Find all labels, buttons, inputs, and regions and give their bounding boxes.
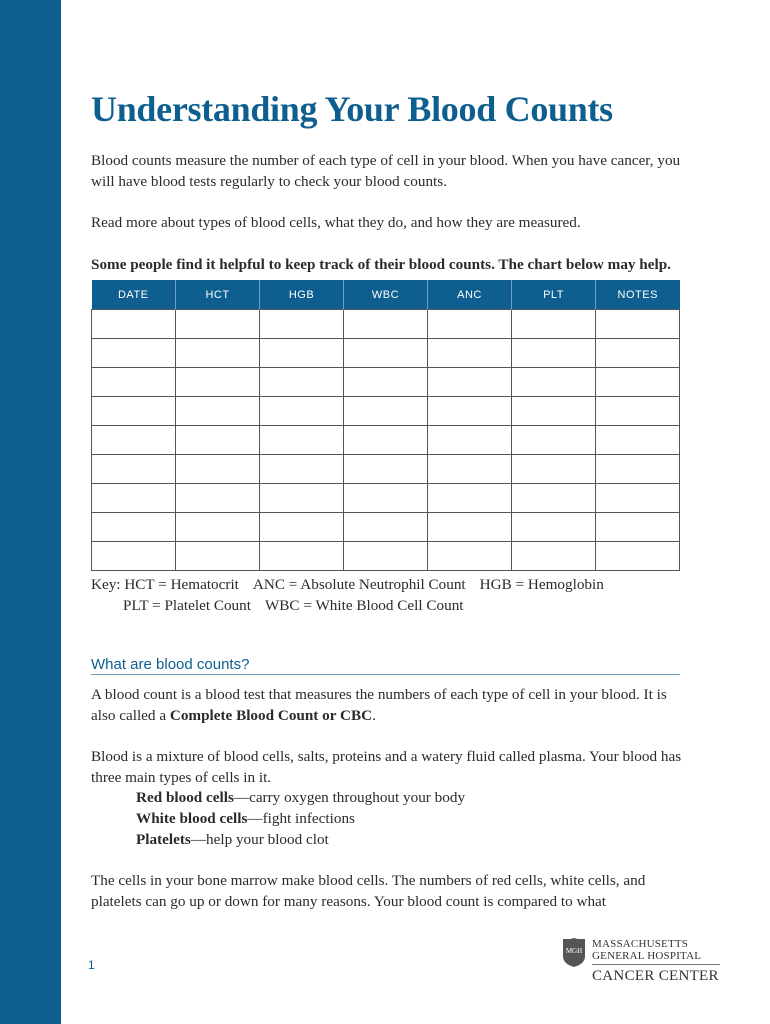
list-term: White blood cells [136,810,248,827]
table-row [92,426,680,455]
header-date: DATE [92,280,176,310]
table-cell[interactable] [344,513,428,542]
hospital-logo [562,938,722,986]
page-number: 1 [88,958,95,972]
table-cell[interactable] [176,310,260,339]
list-term: Platelets [136,831,191,848]
table-cell[interactable] [176,397,260,426]
list-desc: —help your blood clot [190,831,329,848]
table-cell[interactable] [344,339,428,368]
mgh-seal-text: MGH [565,947,583,955]
table-cell[interactable] [344,542,428,571]
list-desc: —carry oxygen throughout your body [233,789,466,806]
table-cell[interactable] [344,397,428,426]
header-hct: HCT [176,280,260,310]
header-hgb: HGB [260,280,344,310]
sidebar-band [0,0,61,1024]
table-row [92,513,680,542]
logo-line-1: MASSACHUSETTS [592,938,689,950]
blood-mixture-paragraph: Blood is a mixture of blood cells, salts, proteins and a watery fluid called plasma. Your blood has three main types of cells in it. [91,748,682,786]
table-cell[interactable] [92,368,176,397]
table-cell[interactable] [260,368,344,397]
table-cell[interactable] [512,484,596,513]
table-cell[interactable] [260,339,344,368]
mgh-shield-icon [562,938,586,968]
chart-intro-paragraph: Some people find it helpful to keep track of their blood counts. The chart below may help. [91,256,671,273]
table-row [92,542,680,571]
logo-line-3: CANCER CENTER [592,968,719,984]
table-cell[interactable] [260,397,344,426]
table-cell[interactable] [596,455,680,484]
page-title: Understanding Your Blood Counts [91,89,613,129]
table-cell[interactable] [92,426,176,455]
tracker-body [92,310,680,571]
table-cell[interactable] [512,368,596,397]
table-cell[interactable] [596,542,680,571]
read-more-paragraph: Read more about types of blood cells, what they do, and how they are measured. [91,214,581,231]
table-cell[interactable] [512,310,596,339]
table-cell[interactable] [428,426,512,455]
header-wbc: WBC [344,280,428,310]
table-cell[interactable] [176,339,260,368]
table-cell[interactable] [512,513,596,542]
intro-paragraph: Blood counts measure the number of each type of cell in your blood. When you have cancer, you will have blood tests regularly to check your blood counts. [91,152,681,190]
table-header-row [92,280,680,310]
header-notes: NOTES [596,280,680,310]
table-cell[interactable] [428,455,512,484]
list-item [136,787,696,808]
cbc-period: . [372,707,376,724]
table-cell[interactable] [596,513,680,542]
key-plt: PLT = Platelet Count [123,597,251,614]
table-cell[interactable] [596,368,680,397]
table-cell[interactable] [596,310,680,339]
table-cell[interactable] [260,484,344,513]
table-cell[interactable] [344,455,428,484]
list-item [136,808,696,829]
table-cell[interactable] [596,397,680,426]
table-cell[interactable] [344,484,428,513]
table-cell[interactable] [176,455,260,484]
table-cell[interactable] [596,426,680,455]
header-plt: PLT [512,280,596,310]
table-cell[interactable] [428,513,512,542]
table-cell[interactable] [176,513,260,542]
cbc-paragraph [91,684,691,726]
table-cell[interactable] [176,368,260,397]
logo-line-2: GENERAL HOSPITAL [592,950,702,962]
table-cell[interactable] [92,542,176,571]
blood-count-tracker-table [91,280,680,571]
table-cell[interactable] [344,310,428,339]
cbc-text: A blood count is a blood test that measures the numbers of each type of cell in your blood. It is also called a [91,686,667,724]
table-cell[interactable] [512,339,596,368]
table-row [92,455,680,484]
list-desc: —fight infections [247,810,355,827]
key-anc: ANC = Absolute Neutrophil Count [252,576,466,593]
header-anc: ANC [428,280,512,310]
table-cell[interactable] [512,397,596,426]
table-row [92,368,680,397]
table-cell[interactable] [512,455,596,484]
table-cell[interactable] [92,513,176,542]
table-cell[interactable] [428,397,512,426]
table-cell[interactable] [92,455,176,484]
table-cell[interactable] [92,397,176,426]
table-cell[interactable] [512,542,596,571]
table-cell[interactable] [260,310,344,339]
key-line-1 [91,574,691,595]
table-cell[interactable] [176,484,260,513]
table-cell[interactable] [92,484,176,513]
section-heading: What are blood counts? [91,656,680,675]
table-row [92,310,680,339]
list-item [136,829,696,850]
list-term: Red blood cells [136,789,234,806]
table-cell[interactable] [344,368,428,397]
table-cell[interactable] [512,426,596,455]
table-cell[interactable] [92,339,176,368]
table-cell[interactable] [428,310,512,339]
bone-marrow-paragraph: The cells in your bone marrow make blood cells. The numbers of red cells, white cells, and platelets can go up or down for many reasons. Your blood count is compared to what [91,872,646,910]
table-cell[interactable] [176,542,260,571]
cbc-term: Complete Blood Count or CBC [169,707,373,724]
abbreviation-key [91,574,691,616]
table-cell[interactable] [596,484,680,513]
table-cell[interactable] [260,542,344,571]
table-cell[interactable] [260,455,344,484]
table-cell[interactable] [428,368,512,397]
key-line-2 [91,595,691,616]
table-cell[interactable] [260,513,344,542]
table-cell[interactable] [260,426,344,455]
cell-type-list [136,787,696,850]
table-row [92,484,680,513]
logo-divider [592,964,720,965]
key-hgb: HGB = Hemoglobin [479,576,604,593]
key-wbc: WBC = White Blood Cell Count [264,597,464,614]
table-row [92,397,680,426]
table-cell[interactable] [92,310,176,339]
table-row [92,339,680,368]
table-cell[interactable] [344,426,428,455]
table-cell[interactable] [176,426,260,455]
table-cell[interactable] [596,339,680,368]
table-cell[interactable] [428,484,512,513]
key-hct: Key: HCT = Hematocrit [91,576,239,593]
table-cell[interactable] [428,339,512,368]
table-cell[interactable] [428,542,512,571]
